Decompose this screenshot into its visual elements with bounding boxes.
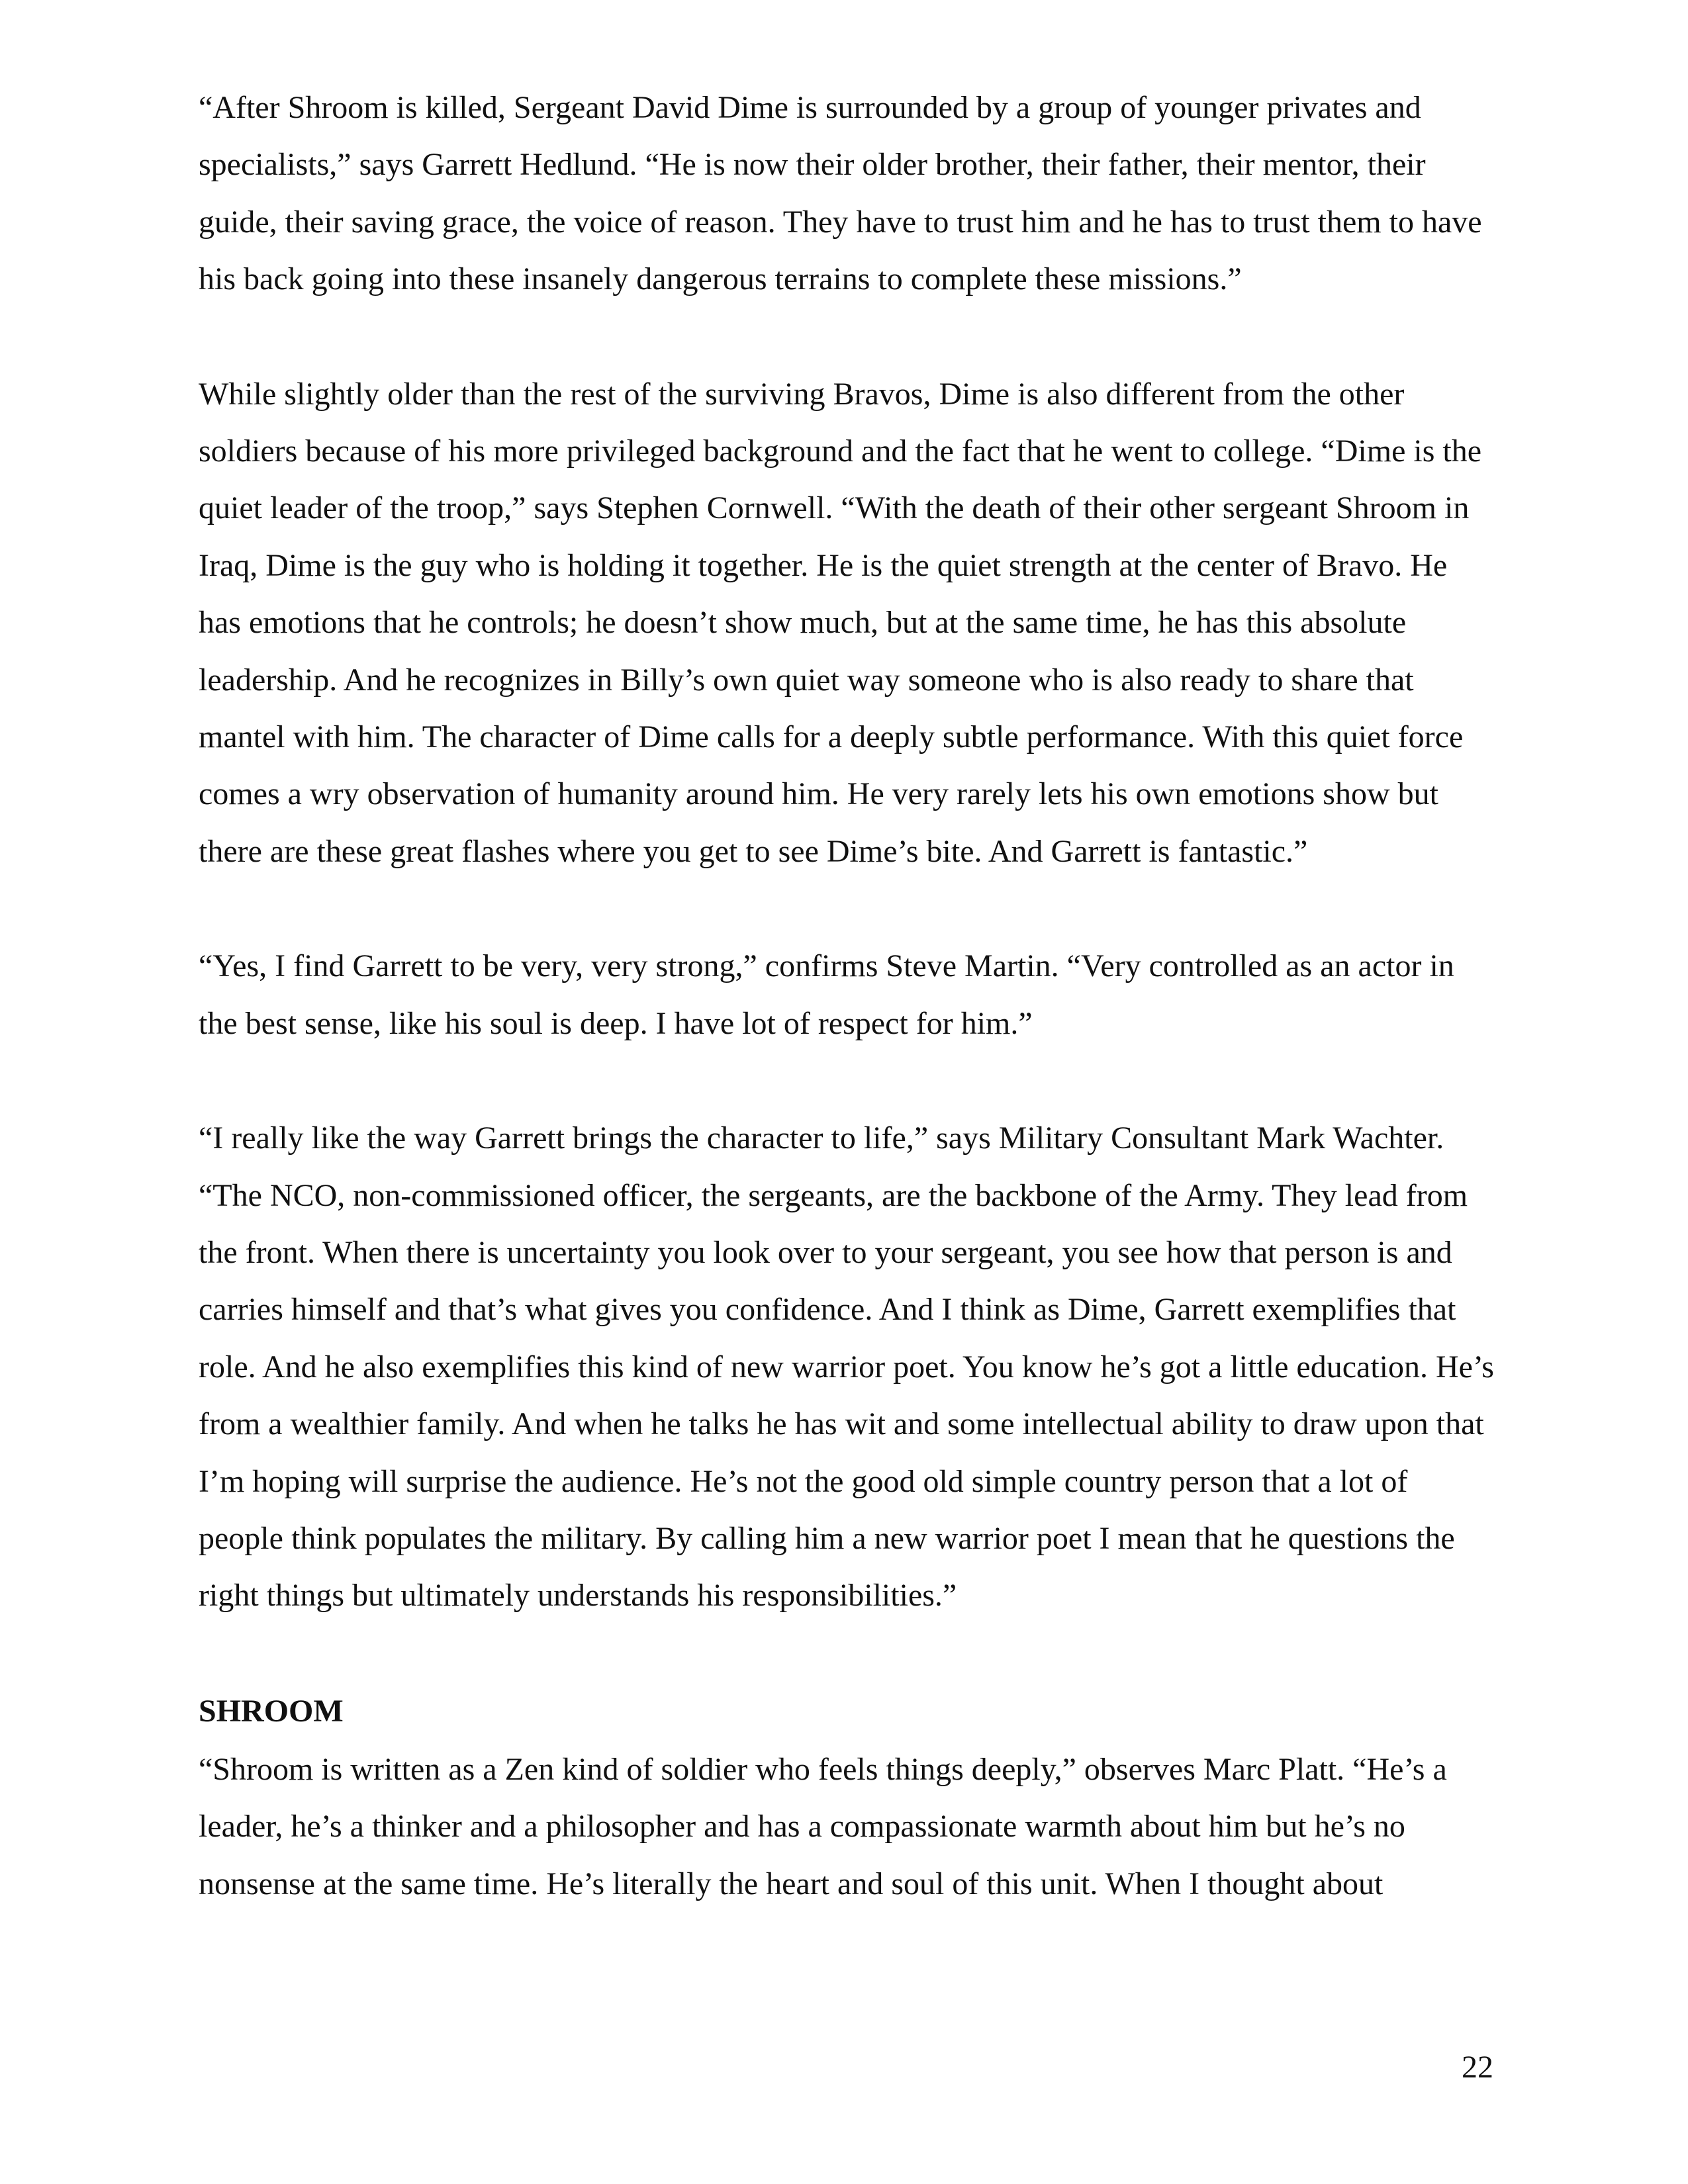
- page-number: 22: [1462, 2050, 1493, 2085]
- paragraph-mark-wachter-quote: “I really like the way Garrett brings the character to life,” says Military Consultant Mark Wachter. “The NCO, non-commissioned officer, the sergeants, are the backbone of the Army. They lead from the front. When there is uncertainty you look over to your sergeant, you see how that person is and carries himself and that’s what gives you confidence. And I think as Dime, Garrett exemplifies that role. And he also exemplifies this kind of new warrior poet. You know he’s got a little education. He’s from a wealthier family. And when he talks he has wit and some intellectual ability to draw upon that I’m hoping will surprise the audience. He’s not the good old simple country person that a lot of people think populates the military. By calling him a new warrior poet I mean that he questions the right things but ultimately understands his responsibilities.”: [199, 1120, 1494, 1614]
- paragraph-shroom-marc-platt-quote: “Shroom is written as a Zen kind of soldier who feels things deeply,” observes Marc Platt. “He’s a leader, he’s a thinker and a philosopher and has a compassionate warmth about him but he’s no nonsense at the same time. He’s literally the heart and soul of this unit. When I thought about: [199, 1751, 1447, 1901]
- section-heading-shroom: SHROOM: [199, 1693, 344, 1729]
- paragraph-steve-martin-quote: “Yes, I find Garrett to be very, very strong,” confirms Steve Martin. “Very controlled as an actor in the best sense, like his soul is deep. I have lot of respect for him.”: [199, 948, 1454, 1041]
- document-body: [199, 79, 1496, 1913]
- paragraph-dime-hedlund-quote: “After Shroom is killed, Sergeant David Dime is surrounded by a group of younger privates and specialists,” says Garrett Hedlund. “He is now their older brother, their father, their mentor, their guide, their saving grace, the voice of reason. They have to trust him and he has to trust them to have his back going into these insanely dangerous terrains to complete these missions.”: [199, 90, 1482, 297]
- paragraph-dime-cornwell-quote: While slightly older than the rest of the surviving Bravos, Dime is also different from the other soldiers because of his more privileged background and the fact that he went to college. “Dime is the quiet leader of the troop,” says Stephen Cornwell. “With the death of their other sergeant Shroom in Iraq, Dime is the guy who is holding it together. He is the quiet strength at the center of Bravo. He has emotions that he controls; he doesn’t show much, but at the same time, he has this absolute leadership. And he recognizes in Billy’s own quiet way someone who is also ready to share that mantel with him. The character of Dime calls for a deeply subtle performance. With this quiet force comes a wry observation of humanity around him. He very rarely lets his own emotions show but there are these great flashes where you get to see Dime’s bite. And Garrett is fantastic.”: [199, 376, 1482, 869]
